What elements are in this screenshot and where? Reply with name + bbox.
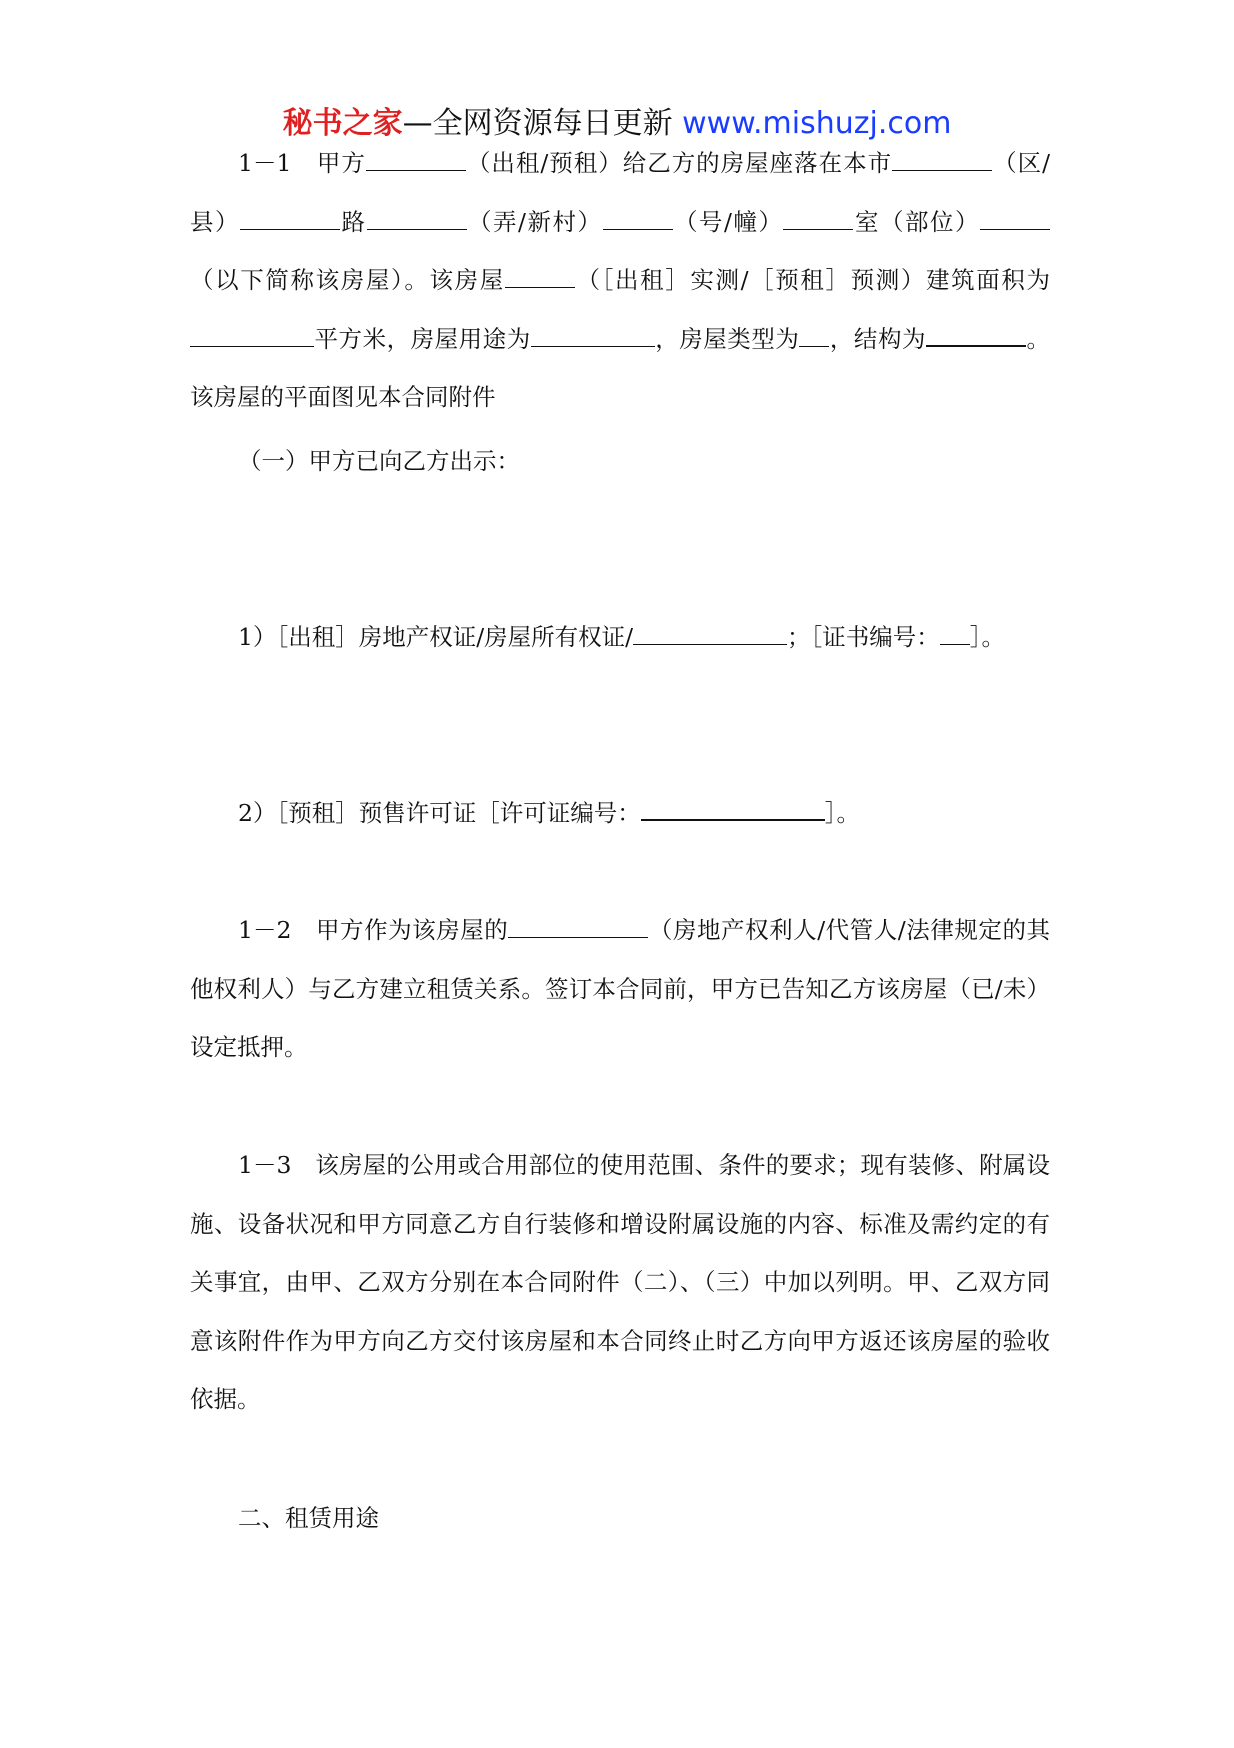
clause-1-1 [190,134,1050,427]
clause-1-2 [190,901,1050,1077]
section-2 [190,1489,1050,1548]
blank-landlord [366,140,466,171]
clause-1-1-text-2: （出租/预租）给乙方的房屋座落在本市 [465,149,893,177]
blank-permit-number [641,789,825,821]
item-2-text-2: ］。 [824,799,860,827]
item-1-text-3: ］。 [969,623,1006,651]
item-1-text-1: 1）［出租］房地产权证/房屋所有权证/ [238,623,634,651]
blank-building [783,199,853,230]
blank-part [980,199,1050,230]
blank-lane [603,199,673,230]
clause-1-1-text-11: ，房屋类型为 [654,324,800,353]
section-a-text: （一）甲方已向乙方出示： [238,447,520,475]
blank-structure [926,315,1026,347]
blank-road [367,199,467,230]
clause-1-2-text-1: 1－2 甲方作为该房屋的 [238,916,509,944]
site-slogan: —全网资源每日更新 [402,106,673,141]
blank-house-type [799,316,829,347]
blank-usage [531,316,655,347]
blank-area-type [505,257,575,288]
section-2-title: 二、租赁用途 [238,1504,379,1532]
clause-1-2-text-2: （房地产权利人/代管人/法律规定的其他权利人）与乙方建立租赁关系。签订本合同前，甲方已告知乙方该房屋（已/未）设定抵押。 [190,916,1050,1061]
clause-1-1-text-8: （以下简称该房屋）。该房屋 [190,266,505,294]
clause-1-1-text-6: （号/幢） [672,207,784,236]
item-1-text-2: ；［证书编号： [787,623,940,651]
clause-1-1-text-12: ，结构为 [829,324,926,353]
blank-certificate [633,614,787,645]
blank-certificate-number [940,614,970,645]
clause-1-3-text: 1－3 该房屋的公用或合用部位的使用范围、条件的要求；现有装修、附属设施、设备状况和甲方同意乙方自行装修和增设附属设施的内容、标准及需约定的有关事宜，由甲、乙双方分别在本合同附件（二）、（三）中加以列明。甲、乙双方同意该附件作为甲方向乙方交付该房屋和本合同终止时乙方向甲方返还该房屋的验收依据。 [190,1151,1050,1413]
item-2-text-1: 2）［预租］预售许可证［许可证编号： [238,799,641,827]
clause-1-1-text-4: 路 [340,207,367,236]
item-1 [190,608,1050,667]
site-url[interactable]: www.mishuzj.com [682,106,952,141]
clause-1-1-text-10: 平方米，房屋用途为 [314,324,531,353]
blank-district [240,199,340,230]
clause-1-1-text-9: （［出租］实测/［预租］预测）建筑面积为 [574,266,1050,294]
item-2 [190,784,1050,843]
clause-1-1-text-3: （区/县） [190,149,1050,236]
section-a [190,432,1050,491]
clause-1-1-text-1: 1－1 甲方 [238,149,366,177]
blank-floor-area [190,316,314,347]
blank-city [892,140,992,171]
clause-1-3 [190,1136,1050,1429]
site-brand: 秘书之家 [282,106,403,141]
blank-landlord-role [508,907,648,938]
clause-1-1-text-5: （弄/新村） [466,207,603,236]
clause-1-1-text-13: 。该房屋的平面图见本合同附件 [190,324,1051,411]
clause-1-1-text-7: 室（部位） [853,207,981,236]
